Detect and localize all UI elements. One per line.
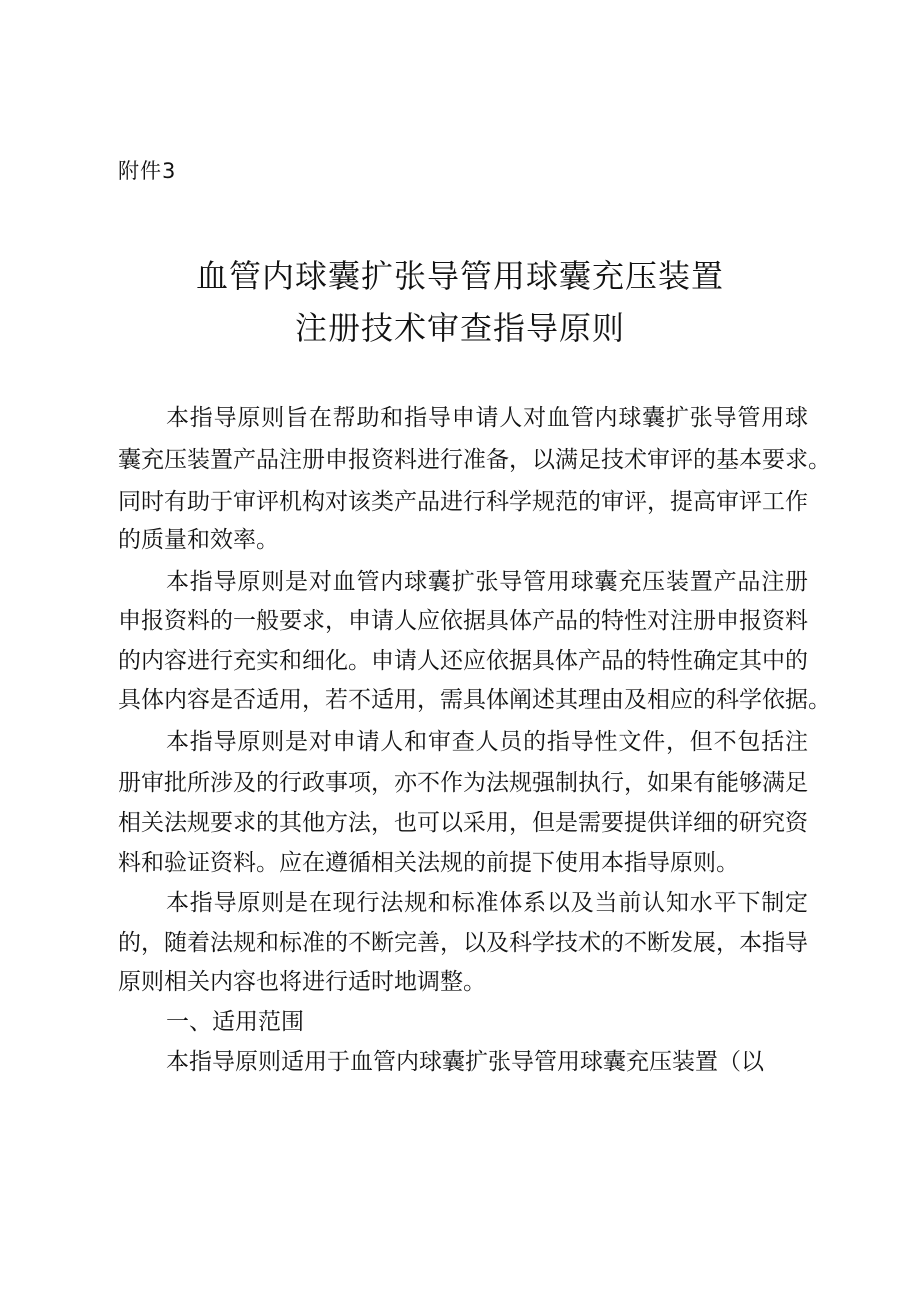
paragraph-4-line-3: 原则相关内容也将进行适时地调整。 [118,969,486,995]
paragraph-1-line-4: 的质量和效率。 [118,527,279,553]
document-title-line-1: 血管内球囊扩张导管用球囊充压装置 [195,257,724,295]
paragraph-3-line-2: 册审批所涉及的行政事项，亦不作为法规强制执行，如果有能够满足 [118,770,808,796]
attachment-label: 附件3 [118,159,177,183]
paragraph-3-line-3: 相关法规要求的其他方法，也可以采用，但是需要提供详细的研究资 [118,810,808,836]
paragraph-2-line-1: 本指导原则是对血管内球囊扩张导管用球囊充压装置产品注册 [166,569,808,595]
paragraph-1-line-3: 同时有助于审评机构对该类产品进行科学规范的审评，提高审评工作 [118,489,808,515]
paragraph-4-line-2: 的，随着法规和标准的不断完善，以及科学技术的不断发展，本指导 [118,930,808,956]
paragraph-2-line-3: 的内容进行充实和细化。申请人还应依据具体产品的特性确定其中的 [118,648,808,674]
paragraph-1-line-2: 囊充压装置产品注册申报资料进行准备，以满足技术审评的基本要求。 [118,447,831,473]
paragraph-2-line-4: 具体内容是否适用，若不适用，需具体阐述其理由及相应的科学依据。 [118,687,831,713]
paragraph-1-line-1: 本指导原则旨在帮助和指导申请人对血管内球囊扩张导管用球 [166,405,808,431]
section-paragraph-line-1: 本指导原则适用于血管内球囊扩张导管用球囊充压装置（以 [166,1049,764,1075]
paragraph-2-line-2: 申报资料的一般要求，申请人应依据具体产品的特性对注册申报资料 [118,608,808,634]
document-title-line-2: 注册技术审查指导原则 [294,309,625,347]
paragraph-3-line-4: 料和验证资料。应在遵循相关法规的前提下使用本指导原则。 [118,850,739,876]
section-heading: 一、适用范围 [166,1009,304,1035]
paragraph-3-line-1: 本指导原则是对申请人和审查人员的指导性文件，但不包括注 [166,729,808,755]
paragraph-4-line-1: 本指导原则是在现行法规和标准体系以及当前认知水平下制定 [166,890,808,916]
